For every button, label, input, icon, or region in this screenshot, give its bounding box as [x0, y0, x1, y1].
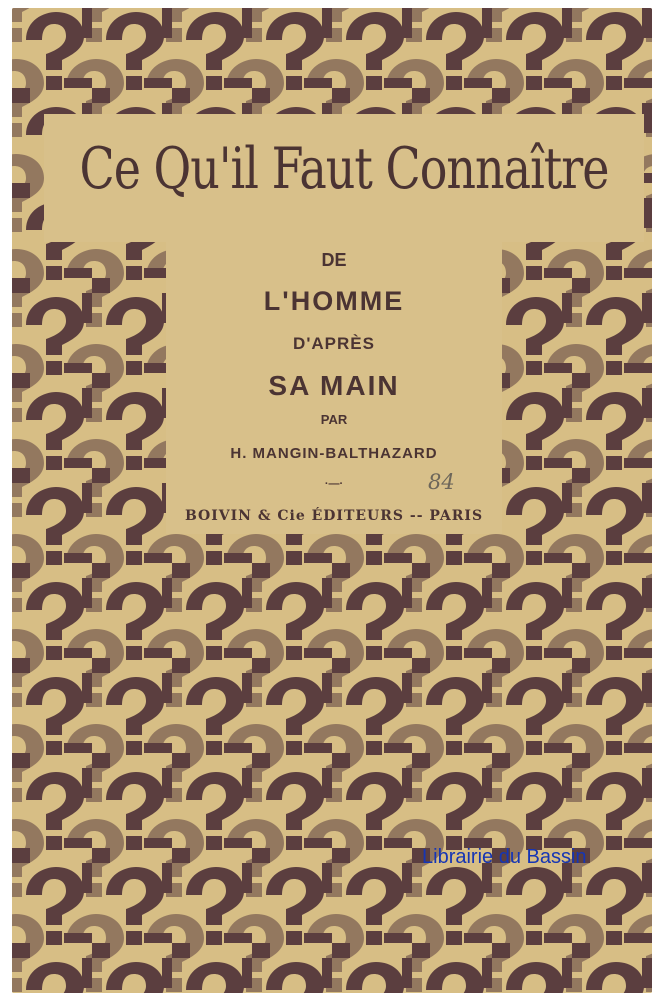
- ornament: ·—·: [324, 478, 344, 490]
- publisher-line: BOIVIN & Cie ÉDITEURS -- PARIS: [184, 508, 484, 524]
- par-label: PAR: [320, 412, 348, 427]
- title-band: [44, 114, 644, 242]
- handwritten-mark: 84: [428, 470, 455, 494]
- watermark: Librairie du Bassin: [422, 846, 587, 868]
- author-name: H. MANGIN-BALTHAZARD: [230, 445, 438, 462]
- subtitle-homme: L'HOMME: [263, 286, 405, 316]
- book-title: Ce Qu'il Faut Connaître: [79, 134, 609, 202]
- subtitle-de: DE: [321, 250, 347, 270]
- title-panel: [166, 242, 502, 534]
- subtitle-apres: D'APRÈS: [293, 334, 375, 353]
- subtitle-main: SA MAIN: [268, 370, 400, 401]
